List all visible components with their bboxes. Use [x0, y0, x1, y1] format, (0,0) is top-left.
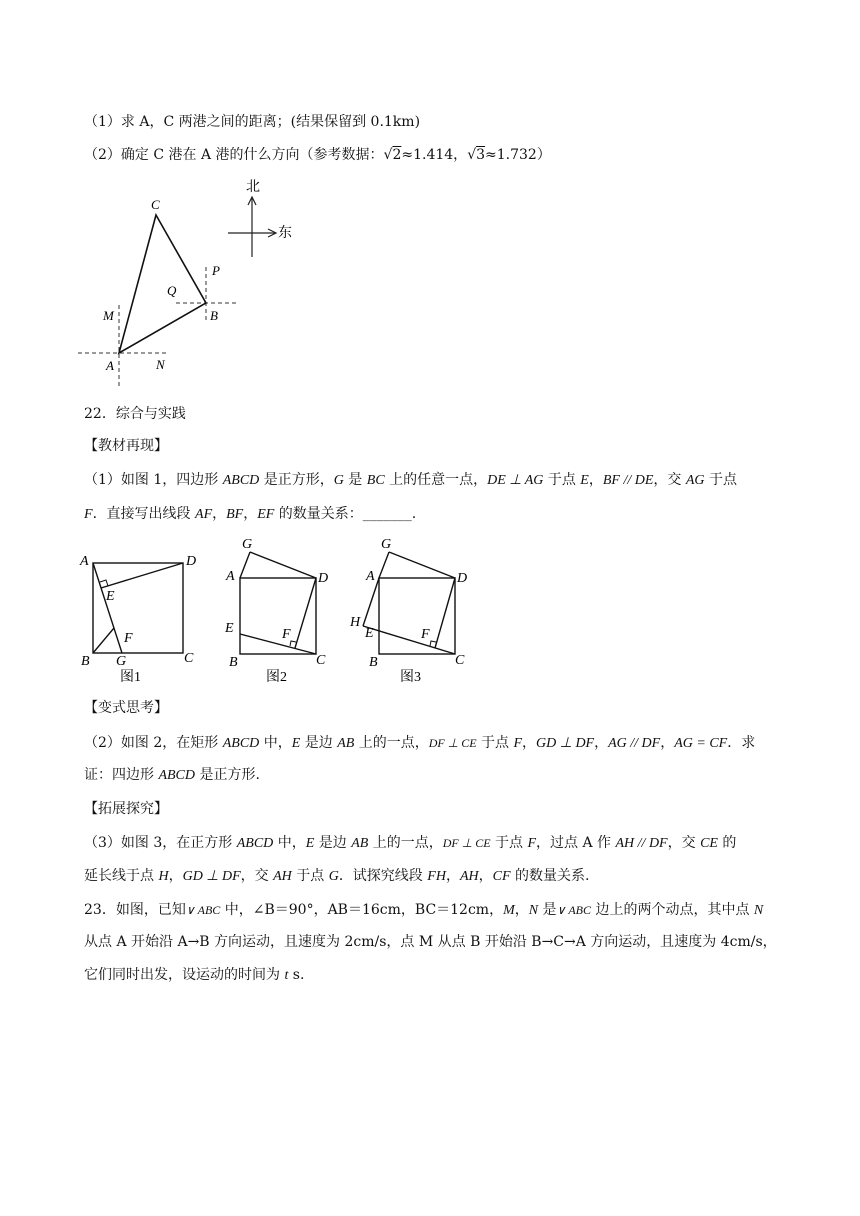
sqrt-symbol: √: [467, 147, 477, 163]
q22-section1: 【教材再现】: [84, 438, 168, 454]
label-B: B: [210, 308, 218, 323]
fig1-G: G: [116, 654, 127, 669]
fig1-F: F: [124, 631, 133, 646]
fig2-F: F: [282, 627, 291, 642]
q23-line3: 它们同时出发，设运动的时间为 t s.: [84, 967, 305, 983]
q23-line2: 从点 A 开始沿 A→B 方向运动，且速度为 2cm/s，点 M 从点 B 开始沿 B→C→A 方向运动，且速度为 4cm/s，: [84, 934, 777, 950]
label-N: N: [156, 357, 165, 372]
q22-section2: 【变式思考】: [84, 700, 168, 716]
fig3-A: A: [366, 569, 375, 584]
fig3-C: C: [455, 653, 465, 668]
fig3-F: F: [421, 627, 430, 642]
fig2-G: G: [242, 537, 253, 552]
figure-2: [222, 530, 342, 688]
fig2-C: C: [316, 653, 326, 668]
q22-line3: （2）如图 2，在矩形 ABCD 中，E 是边 AB 上的一点，DF ⊥ CE 于点 F，GD ⊥ DF，AG // DF，AG = CF．求: [84, 735, 756, 751]
q21-part2: （2）确定 C 港在 A 港的什么方向（参考数据：√2≈1.414，√3≈1.732）: [84, 147, 551, 163]
fig2-B: B: [229, 655, 238, 670]
q22-section3: 【拓展探究】: [84, 801, 168, 817]
q22-title: 22．综合与实践: [84, 406, 186, 422]
fig2-A: A: [226, 569, 235, 584]
q23-line1: 23．如图，已知∨ ABC 中，∠B＝90°，AB＝16cm，BC＝12cm，M，N 是∨ ABC 边上的两个动点，其中点 N: [84, 902, 764, 918]
q22-line4: 证：四边形 ABCD 是正方形.: [84, 767, 260, 783]
compass-east: 东: [278, 226, 292, 241]
fig1-E: E: [106, 589, 115, 604]
q22-line2: F．直接写出线段 AF，BF，EF 的数量关系：_______.: [84, 506, 417, 522]
fig1-B: B: [81, 654, 90, 669]
label-Q: Q: [167, 283, 177, 298]
compass-north: 北: [246, 180, 260, 195]
fig3-B: B: [369, 655, 378, 670]
fig2-D: D: [318, 571, 329, 586]
fig3-H: H: [350, 615, 361, 630]
label-A: A: [106, 358, 114, 373]
fig3-G: G: [381, 537, 392, 552]
figure-3: [348, 530, 478, 688]
sqrt-symbol: √: [383, 147, 393, 163]
q22-line1: （1）如图 1，四边形 ABCD 是正方形，G 是 BC 上的任意一点，DE ⊥ AG 于点 E，BF // DE，交 AG 于点: [84, 472, 737, 488]
figure-1: [76, 548, 196, 688]
q21-figure: [70, 175, 290, 390]
fig3-caption: 图3: [400, 670, 421, 685]
fig3-D: D: [457, 571, 468, 586]
fig1-C: C: [184, 651, 194, 666]
compass-icon: [228, 179, 292, 257]
sqrt3-radicand: 3: [476, 147, 486, 163]
fig3-E: E: [365, 626, 374, 641]
triangle-ABC: [119, 215, 206, 353]
fig2-caption: 图2: [266, 670, 287, 685]
fig1-A: A: [80, 554, 89, 569]
fig1-caption: 图1: [120, 670, 141, 685]
fig2-E: E: [225, 621, 234, 636]
label-P: P: [212, 263, 220, 278]
q21-part1: （1）求 A，C 两港之间的距离；(结果保留到 0.1km): [84, 114, 421, 130]
label-M: M: [103, 308, 114, 323]
label-C: C: [151, 197, 160, 212]
sqrt2-radicand: 2: [392, 147, 402, 163]
q22-line5: （3）如图 3，在正方形 ABCD 中，E 是边 AB 上的一点，DF ⊥ CE 于点 F，过点 A 作 AH // DF，交 CE 的: [84, 835, 737, 851]
q22-line6: 延长线于点 H，GD ⊥ DF，交 AH 于点 G．试探究线段 FH，AH，CF 的数量关系.: [84, 868, 590, 884]
fig1-D: D: [186, 554, 197, 569]
